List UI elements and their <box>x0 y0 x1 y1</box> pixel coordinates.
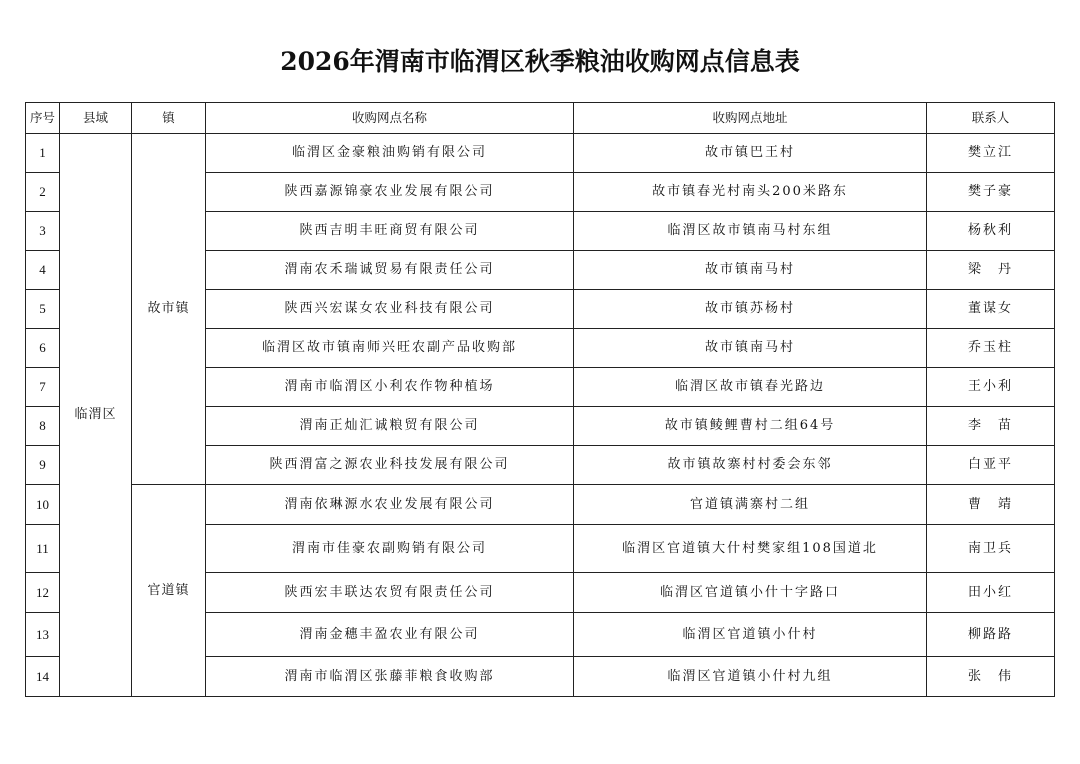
outlet-address: 临渭区官道镇大什村樊家组108国道北 <box>574 525 927 573</box>
outlet-name: 临渭区金豪粮油购销有限公司 <box>206 134 574 173</box>
outlet-name: 渭南依琳源水农业发展有限公司 <box>206 485 574 525</box>
outlet-address: 临渭区故市镇南马村东组 <box>574 212 927 251</box>
outlet-address: 故市镇故寨村村委会东邻 <box>574 446 927 485</box>
header-index: 序号 <box>26 103 60 134</box>
row-index: 4 <box>26 251 60 290</box>
contact-person: 李 苗 <box>927 407 1055 446</box>
outlet-name: 渭南市临渭区张藤菲粮食收购部 <box>206 657 574 697</box>
outlet-table <box>25 102 1055 697</box>
row-index: 12 <box>26 573 60 613</box>
row-index: 6 <box>26 329 60 368</box>
contact-person: 梁 丹 <box>927 251 1055 290</box>
row-index: 13 <box>26 613 60 657</box>
outlet-name: 陕西嘉源锦豪农业发展有限公司 <box>206 173 574 212</box>
row-index: 9 <box>26 446 60 485</box>
row-index: 1 <box>26 134 60 173</box>
outlet-address: 故市镇春光村南头200米路东 <box>574 173 927 212</box>
table-header-row <box>26 103 1055 134</box>
contact-person: 乔玉柱 <box>927 329 1055 368</box>
row-index: 7 <box>26 368 60 407</box>
table-row <box>26 134 1055 173</box>
row-index: 2 <box>26 173 60 212</box>
outlet-name: 临渭区故市镇南师兴旺农副产品收购部 <box>206 329 574 368</box>
header-outlet-name: 收购网点名称 <box>206 103 574 134</box>
header-county: 县域 <box>60 103 132 134</box>
outlet-address: 故市镇苏杨村 <box>574 290 927 329</box>
row-index: 14 <box>26 657 60 697</box>
outlet-name: 陕西渭富之源农业科技发展有限公司 <box>206 446 574 485</box>
header-contact: 联系人 <box>927 103 1055 134</box>
outlet-name: 渭南农禾瑞诚贸易有限责任公司 <box>206 251 574 290</box>
town-cell-gushi: 故市镇 <box>132 134 206 485</box>
contact-person: 南卫兵 <box>927 525 1055 573</box>
contact-person: 樊子豪 <box>927 173 1055 212</box>
row-index: 5 <box>26 290 60 329</box>
outlet-address: 故市镇南马村 <box>574 251 927 290</box>
contact-person: 董谋女 <box>927 290 1055 329</box>
outlet-address: 故市镇巴王村 <box>574 134 927 173</box>
outlet-name: 渭南金穗丰盈农业有限公司 <box>206 613 574 657</box>
outlet-address: 故市镇南马村 <box>574 329 927 368</box>
header-outlet-address: 收购网点地址 <box>574 103 927 134</box>
outlet-address: 官道镇满寨村二组 <box>574 485 927 525</box>
outlet-address: 临渭区官道镇小什十字路口 <box>574 573 927 613</box>
town-cell-guandao: 官道镇 <box>132 485 206 697</box>
outlet-name: 陕西吉明丰旺商贸有限公司 <box>206 212 574 251</box>
row-index: 3 <box>26 212 60 251</box>
outlet-name: 陕西宏丰联达农贸有限责任公司 <box>206 573 574 613</box>
county-cell: 临渭区 <box>60 134 132 697</box>
outlet-name: 渭南市佳豪农副购销有限公司 <box>206 525 574 573</box>
outlet-address: 临渭区故市镇春光路边 <box>574 368 927 407</box>
outlet-address: 临渭区官道镇小什村九组 <box>574 657 927 697</box>
row-index: 11 <box>26 525 60 573</box>
contact-person: 田小红 <box>927 573 1055 613</box>
contact-person: 王小利 <box>927 368 1055 407</box>
contact-person: 曹 靖 <box>927 485 1055 525</box>
contact-person: 樊立江 <box>927 134 1055 173</box>
header-town: 镇 <box>132 103 206 134</box>
outlet-name: 渭南正灿汇诚粮贸有限公司 <box>206 407 574 446</box>
outlet-name: 陕西兴宏谋女农业科技有限公司 <box>206 290 574 329</box>
outlet-address: 故市镇鲮鲤曹村二组64号 <box>574 407 927 446</box>
row-index: 10 <box>26 485 60 525</box>
contact-person: 柳路路 <box>927 613 1055 657</box>
contact-person: 白亚平 <box>927 446 1055 485</box>
table-row <box>26 485 1055 525</box>
page-title: 2026年渭南市临渭区秋季粮油收购网点信息表 <box>280 47 800 76</box>
row-index: 8 <box>26 407 60 446</box>
contact-person: 杨秋利 <box>927 212 1055 251</box>
outlet-name: 渭南市临渭区小利农作物种植场 <box>206 368 574 407</box>
outlet-address: 临渭区官道镇小什村 <box>574 613 927 657</box>
contact-person: 张 伟 <box>927 657 1055 697</box>
